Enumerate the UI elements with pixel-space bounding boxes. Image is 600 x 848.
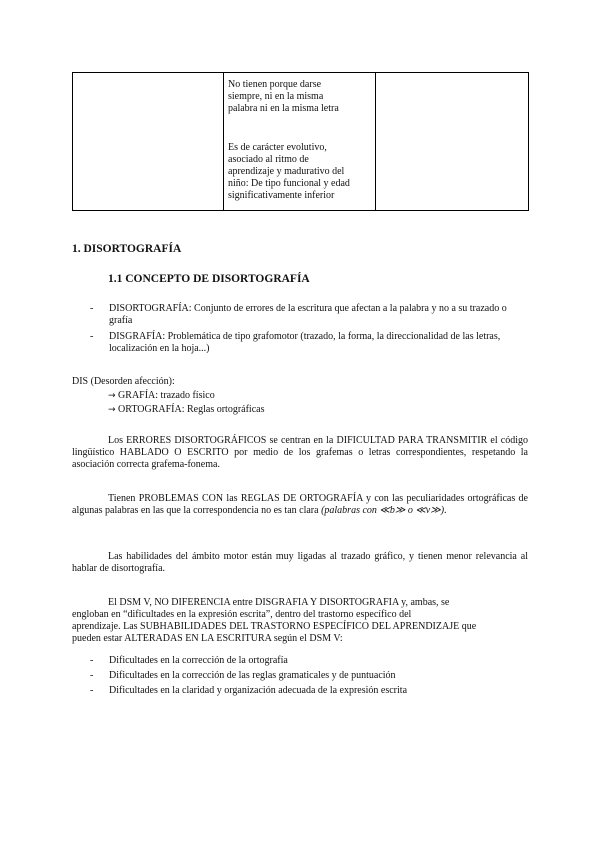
paragraph: Tienen PROBLEMAS CON las REGLAS DE ORTOGRAFÍA y con las peculiaridades ortográficas de algunas palabras en las que la correspondencia no es tan clara (palabras con ≪b≫ o ≪v≫).: [72, 493, 528, 516]
table-cell-text: No tienen porque darse siempre, ni en la misma palabra ni en la misma letra: [228, 79, 339, 114]
arrow-right-icon: →: [108, 391, 116, 401]
paragraph: El DSM V, NO DIFERENCIA entre DISGRAFIA Y DISORTOGRAFIA y, ambas, se engloban en “dificultades en la expresión escrita”, dentro del trastorno específico del aprendizaje. Las SUBHABILIDADES DEL TRASTORNO ESPECÍFICO DEL APRENDIZAJE que pueden estar ALTERADAS EN LA ESCRITURA según el DSM V:: [72, 597, 477, 644]
list-item: - Dificultades en la claridad y organización adecuada de la expresión escrita: [72, 685, 528, 697]
dis-line: DIS (Desorden afección):: [72, 376, 175, 387]
difficulties-list: [72, 655, 528, 697]
section-heading: 1. DISORTOGRAFÍA: [72, 243, 182, 255]
arrow-right-icon: →: [108, 405, 116, 415]
definitions-list: [72, 303, 528, 355]
list-item: → ORTOGRAFÍA: Reglas ortográficas: [108, 404, 265, 415]
paragraph: Las habilidades del ámbito motor están muy ligadas al trazado gráfico, y tienen menor relevancia al hablar de disortografía.: [72, 551, 528, 574]
table-cell-middle: [224, 73, 376, 210]
arrow-list: [72, 389, 264, 417]
comparison-table-fragment: [72, 72, 529, 211]
subsection-heading: 1.1 CONCEPTO DE DISORTOGRAFÍA: [108, 273, 310, 285]
table-cell-text: Es de carácter evolutivo, asociado al ritmo de aprendizaje y madurativo del niño: De tipo funcional y edad significativamente inferior: [228, 142, 350, 201]
list-item: - DISGRAFÍA: Problemática de tipo grafomotor (trazado, la forma, la direccionalidad de las letras, localización en la hoja...): [72, 331, 528, 355]
list-item: → GRAFÍA: trazado físico: [108, 390, 215, 401]
list-item: - Dificultades en la corrección de la ortografía: [72, 655, 528, 667]
paragraph: Los ERRORES DISORTOGRÁFICOS se centran en la DIFICULTAD PARA TRANSMITIR el código lingüístico HABLADO O ESCRITO por medio de los grafemas o letras correspondientes, respetando la asociación correcta grafema-fonema.: [72, 435, 528, 470]
list-item: - Dificultades en la corrección de las reglas gramaticales y de puntuación: [72, 670, 528, 682]
table-cell-right: [376, 73, 528, 210]
list-item: - DISORTOGRAFÍA: Conjunto de errores de la escritura que afectan a la palabra y no a su trazado o grafía: [72, 303, 528, 327]
table-cell-left: [73, 73, 224, 210]
